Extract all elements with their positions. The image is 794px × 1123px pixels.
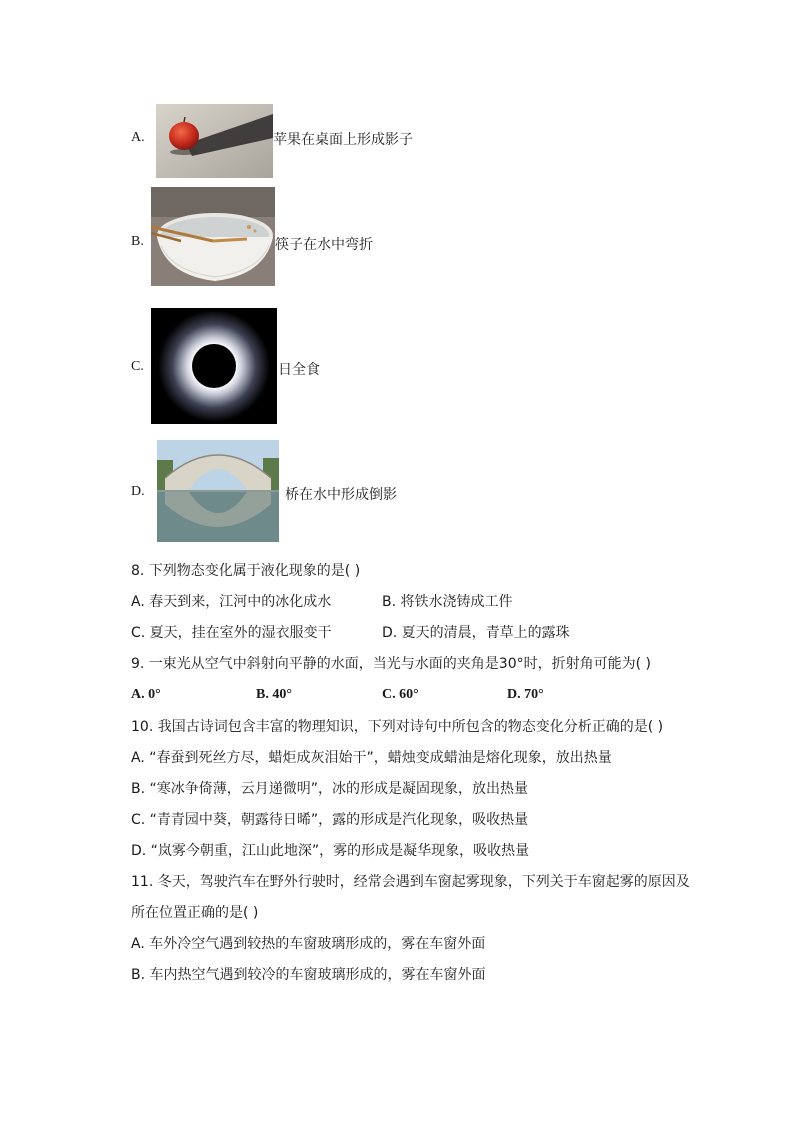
question-11-option-a: A. 车外冷空气遇到较热的车窗玻璃形成的，雾在车窗外面 — [131, 936, 486, 952]
option-a-letter: A. — [131, 130, 145, 145]
question-10-stem: 10. 我国古诗词包含丰富的物理知识，下列对诗句中所包含的物态变化分析正确的是( ) — [131, 719, 664, 735]
apple-shadow-photo — [156, 104, 273, 178]
option-b-caption: 筷子在水中弯折 — [275, 237, 373, 253]
question-9-option-a: A. 0° — [131, 687, 161, 702]
question-10-option-d: D. “岚雾今朝重，江山此地深”，雾的形成是凝华现象，吸收热量 — [131, 843, 530, 859]
question-8-stem: 8. 下列物态变化属于液化现象的是( ) — [131, 563, 361, 579]
question-8-option-a: A. 春天到来，江河中的冰化成水 — [131, 594, 332, 610]
option-a-caption: 苹果在桌面上形成影子 — [273, 132, 413, 148]
option-c-letter: C. — [131, 359, 144, 374]
option-d-letter: D. — [131, 484, 145, 499]
option-b-letter: B. — [131, 234, 144, 249]
question-8-option-d: D. 夏天的清晨，青草上的露珠 — [382, 625, 570, 641]
chopsticks-bowl-photo — [151, 187, 275, 286]
question-8-option-c: C. 夏天，挂在室外的湿衣服变干 — [131, 625, 332, 641]
question-9-option-c: C. 60° — [382, 687, 419, 702]
question-9-option-b: B. 40° — [256, 687, 292, 702]
question-10-option-c: C. “青青园中葵，朝露待日晞”，露的形成是汽化现象，吸收热量 — [131, 812, 529, 828]
question-10-option-b: B. “寒冰争倚薄，云月递微明”，冰的形成是凝固现象，放出热量 — [131, 781, 529, 797]
solar-eclipse-photo — [151, 308, 277, 424]
question-10-option-a: A. “春蚕到死丝方尽，蜡炬成灰泪始干”，蜡烛变成蜡油是熔化现象，放出热量 — [131, 750, 612, 766]
bridge-reflection-photo — [157, 440, 279, 542]
option-c-caption: 日全食 — [278, 362, 320, 378]
question-9-stem: 9. 一束光从空气中斜射向平静的水面，当光与水面的夹角是30°时，折射角可能为( ) — [131, 656, 651, 672]
question-11-option-b: B. 车内热空气遇到较冷的车窗玻璃形成的，雾在车窗外面 — [131, 967, 486, 983]
question-9-option-d: D. 70° — [507, 687, 544, 702]
question-11-stem-continued: 所在位置正确的是( ) — [131, 905, 259, 921]
option-d-caption: 桥在水中形成倒影 — [285, 487, 397, 503]
question-8-option-b: B. 将铁水浇铸成工件 — [382, 594, 513, 610]
question-11-stem: 11. 冬天，驾驶汽车在野外行驶时，经常会遇到车窗起雾现象，下列关于车窗起雾的原因及 — [131, 874, 690, 890]
